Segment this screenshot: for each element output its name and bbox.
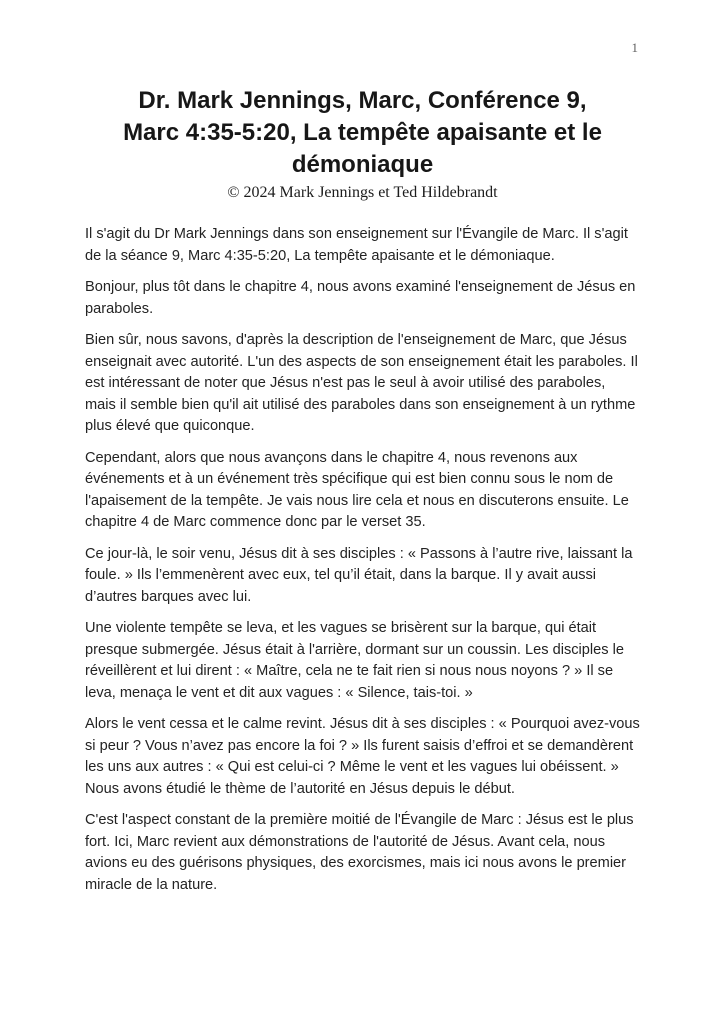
paragraph-authority: C'est l'aspect constant de la première moitié de l'Évangile de Marc : Jésus est le plus fort. Ici, Marc revient aux démonstrations de l'autorité de Jésus. Avant cela, nous avions eu des guérisons physiques, des exorcismes, mais ici nous avons le premier miracle de la nature. — [85, 812, 634, 893]
paragraph-parables: Bien sûr, nous savons, d'après la description de l'enseignement de Marc, que Jésus enseignait avec autorité. L'un des aspects de son enseignement était les paraboles. Il est intéressant de noter que Jésus n'est pas le seul à avoir utilisé des paraboles, mais il semble bien qu'il ait utilisé des paraboles dans son enseignement à un rythme plus élevé que quiconque. — [85, 332, 638, 434]
copyright-line: © 2024 Mark Jennings et Ted Hildebrandt — [227, 184, 498, 201]
transcript-body — [85, 224, 640, 896]
paragraph-storm: Une violente tempête se leva, et les vagues se brisèrent sur la barque, qui était presque submergée. Jésus était à l'arrière, dormant sur un coussin. Les disciples le réveillèrent et lui dirent : « Maître, cela ne te fait rien si nous nous noyons ? » Il se leva, menaça le vent et dit aux vagues : « Silence, tais-toi. » — [85, 620, 624, 701]
document-title — [85, 85, 640, 181]
page-number: 1 — [631, 40, 638, 55]
paragraph-calm: Alors le vent cessa et le calme revint. Jésus dit à ses disciples : « Pourquoi avez-vous si peur ? Vous n’avez pas encore la foi ? » Ils furent saisis d’effroi et se demandèrent les uns aux autres : « Qui est celui-ci ? Même le vent et les vagues lui obéissent. » Nous avons étudié le thème de l’autorité en Jésus depuis le début. — [85, 716, 640, 797]
paragraph-chapter4-events: Cependant, alors que nous avançons dans le chapitre 4, nous revenons aux événements et à un événement très spécifique qui est bien connu sous le nom de l'apaisement de la tempête. Je vais nous lire cela et nous en discuterons ensuite. Le chapitre 4 de Marc commence donc par le verset 35. — [85, 449, 629, 530]
document-title-line-3: démoniaque — [291, 151, 434, 178]
document-title-line-2: Marc 4:35-5:20, La tempête apaisante et le — [123, 119, 602, 146]
paragraph-intro: Il s'agit du Dr Mark Jennings dans son enseignement sur l'Évangile de Marc. Il s'agit de la séance 9, Marc 4:35-5:20, La tempête apaisante et le démoniaque. — [85, 226, 628, 264]
document-title-line-1: Dr. Mark Jennings, Marc, Conférence 9, — [138, 87, 587, 114]
paragraph-greeting: Bonjour, plus tôt dans le chapitre 4, nous avons examiné l'enseignement de Jésus en paraboles. — [85, 279, 636, 317]
paragraph-verse-crossing: Ce jour-là, le soir venu, Jésus dit à ses disciples : « Passons à l’autre rive, laissant la foule. » Ils l’emmenèrent avec eux, tel qu’il était, dans la barque. Il y avait aussi d’autres barques avec lui. — [85, 545, 633, 605]
